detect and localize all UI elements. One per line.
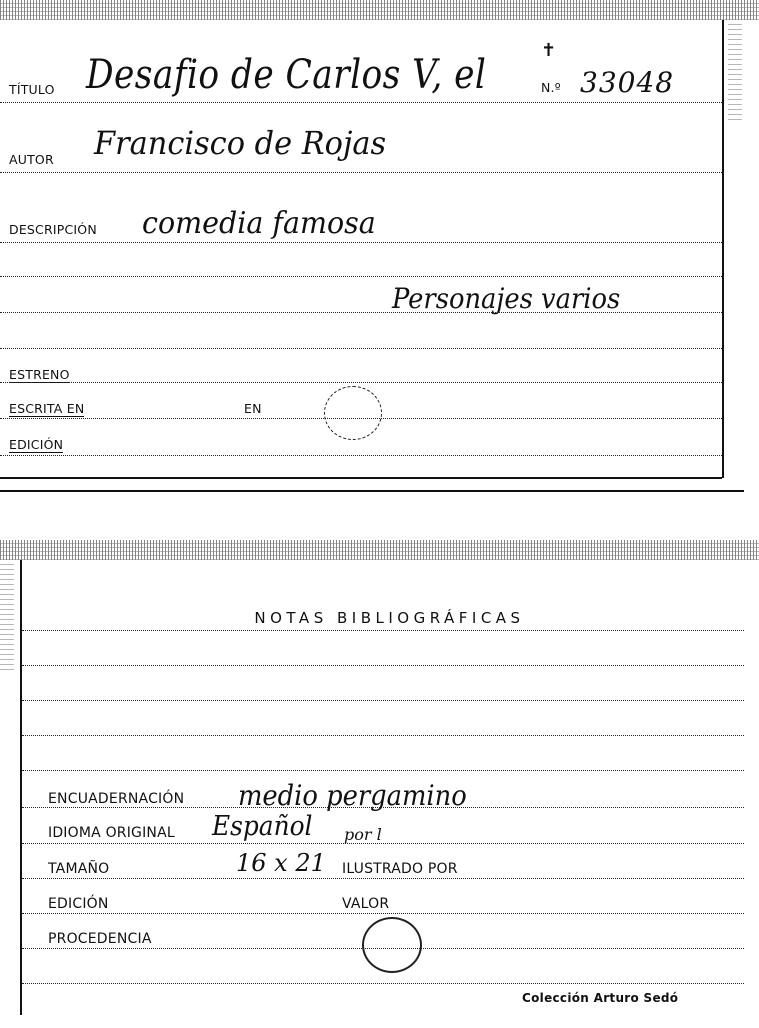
rule-notes-4: [22, 735, 744, 736]
personajes-value: Personajes varios: [392, 282, 621, 315]
notas-title: NOTAS BIBLIOGRÁFICAS: [254, 609, 525, 627]
card-left-edge: [20, 560, 22, 1015]
rule-edicion-bottom: [22, 913, 744, 914]
idioma-value: Español: [212, 811, 313, 842]
valor-label: VALOR: [342, 896, 390, 912]
rule-notes-5: [22, 770, 744, 771]
rule-notes-3: [22, 700, 744, 701]
rule-blank: [0, 276, 722, 277]
collection-credit: Colección Arturo Sedó: [522, 991, 679, 1005]
rule-autor: [0, 172, 722, 173]
autor-value: Francisco de Rojas: [94, 124, 387, 162]
rule-notes-1: [22, 630, 744, 631]
estreno-label: ESTRENO: [9, 367, 70, 382]
rule-descripcion: [0, 242, 722, 243]
idioma-label: IDIOMA ORIGINAL: [48, 825, 175, 841]
rule-pre-estreno: [0, 348, 722, 349]
idioma-suffix: por l: [344, 825, 382, 844]
card-bottom-edge: [0, 477, 722, 479]
rule-tamano: [22, 878, 744, 879]
titulo-value: Desafio de Carlos V, el: [86, 52, 487, 98]
encuadernacion-value: medio pergamino: [238, 779, 467, 812]
ilustrado-label: ILUSTRADO POR: [342, 861, 458, 877]
titulo-label: TÍTULO: [9, 82, 55, 97]
cross-mark: ✝: [541, 40, 557, 61]
scan-noise-bottom: [0, 540, 759, 560]
card-shadow-edge: [0, 490, 744, 492]
escrita-en-label: ESCRITA EN: [9, 401, 85, 416]
rule-final: [22, 983, 744, 984]
rule-encuadernacion: [22, 807, 744, 808]
catalog-card-top: [0, 0, 759, 500]
scan-noise-side: [728, 20, 742, 120]
rule-notes-2: [22, 665, 744, 666]
rule-estreno: [0, 382, 722, 383]
tamano-label: TAMAÑO: [48, 861, 110, 877]
edicion-label-top: EDICIÓN: [9, 437, 64, 452]
rule-titulo: [0, 102, 722, 103]
catalog-card-bottom: [0, 535, 759, 1028]
stamp-circle-bottom: [362, 917, 422, 973]
rule-personajes: [0, 312, 722, 313]
edicion-label-bottom: EDICIÓN: [48, 896, 109, 912]
tamano-value: 16 x 21: [236, 849, 326, 877]
rule-edicion: [0, 455, 722, 456]
encuadernacion-label: ENCUADERNACIÓN: [48, 791, 185, 807]
descripcion-label: DESCRIPCIÓN: [9, 222, 97, 237]
descripcion-value: comedia famosa: [142, 206, 376, 241]
scan-noise-top: [0, 0, 759, 20]
procedencia-label: PROCEDENCIA: [48, 931, 152, 947]
rule-procedencia: [22, 948, 744, 949]
en-label: EN: [244, 401, 262, 416]
rule-escrita: [0, 418, 722, 419]
autor-label: AUTOR: [9, 152, 54, 167]
numero-value: 33048: [580, 66, 675, 99]
rule-idioma: [22, 843, 744, 844]
numero-label: N.º: [541, 80, 561, 95]
stamp-circle-top: [324, 386, 382, 440]
card-right-edge: [722, 20, 724, 478]
